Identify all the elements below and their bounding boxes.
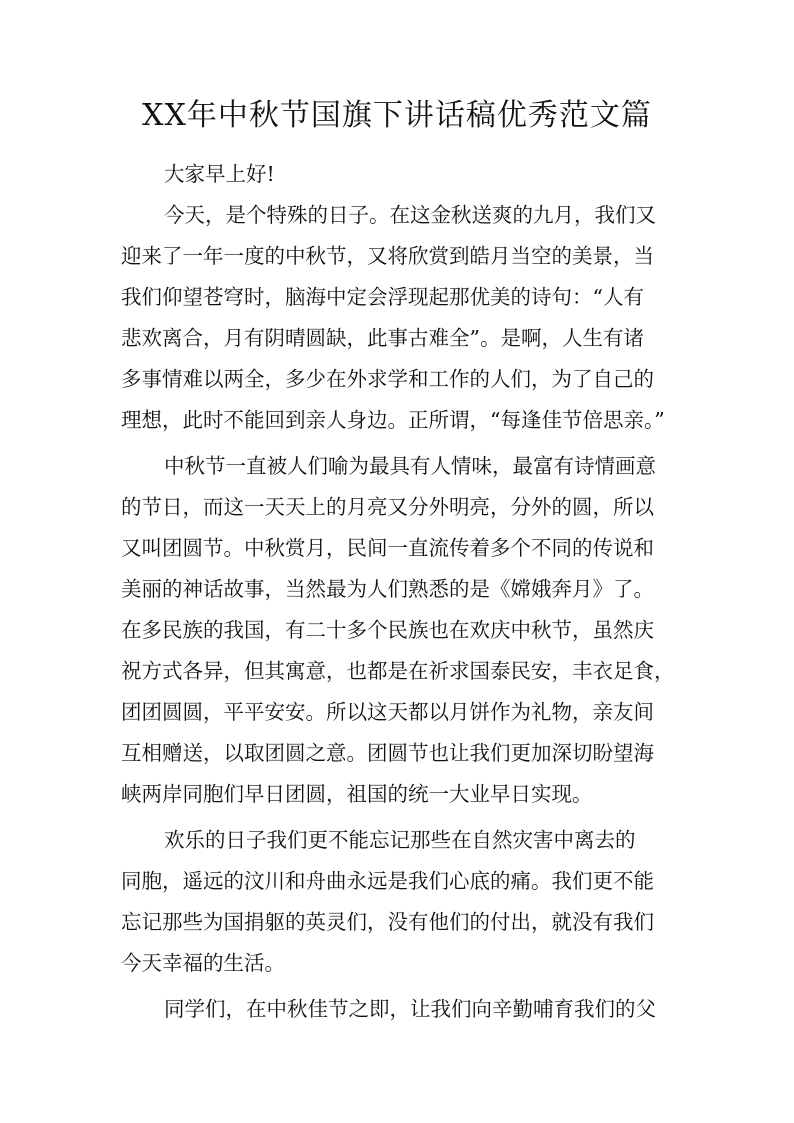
paragraph-line: 今天，是个特殊的日子。在这金秋送爽的九月，我们又 bbox=[164, 203, 656, 227]
greeting-line: 大家早上好! bbox=[164, 162, 275, 186]
paragraph-line: 迎来了一年一度的中秋节，又将欣赏到皓月当空的美景，当 bbox=[121, 244, 654, 268]
paragraph-line: 的节日，而这一天天上的月亮又分外明亮，分外的圆，所以 bbox=[121, 495, 654, 519]
paragraph-line: 在多民族的我国，有二十多个民族也在欢庆中秋节，虽然庆 bbox=[121, 618, 654, 642]
paragraph-line: 多事情难以两全，多少在外求学和工作的人们，为了自己的 bbox=[121, 367, 654, 391]
paragraph-line: 忘记那些为国捐躯的英灵们，没有他们的付出，就没有我们 bbox=[121, 910, 654, 934]
paragraph-line: 又叫团圆节。中秋赏月，民间一直流传着多个不同的传说和 bbox=[121, 536, 654, 560]
paragraph-line: 我们仰望苍穹时，脑海中定会浮现起那优美的诗句：“人有 bbox=[121, 285, 644, 309]
paragraph-line: 中秋节一直被人们喻为最具有人情味，最富有诗情画意 bbox=[164, 454, 656, 478]
document-title: XX年中秋节国旗下讲话稿优秀范文篇 bbox=[142, 98, 652, 133]
paragraph-line: 悲欢离合，月有阴晴圆缺，此事古难全”。是啊，人生有诸 bbox=[121, 326, 644, 350]
paragraph-line: 理想，此时不能回到亲人身边。正所谓，“每逢佳节倍思亲。” bbox=[121, 408, 665, 432]
paragraph-line: 美丽的神话故事，当然最为人们熟悉的是《嫦娥奔月》了。 bbox=[121, 577, 654, 601]
paragraph-line: 互相赠送，以取团圆之意。团圆节也让我们更加深切盼望海 bbox=[121, 741, 654, 765]
paragraph-line: 团团圆圆，平平安安。所以这天都以月饼作为礼物，亲友间 bbox=[121, 700, 654, 724]
paragraph-line: 同学们，在中秋佳节之即，让我们向辛勤哺育我们的父 bbox=[164, 997, 656, 1021]
paragraph-line: 今天幸福的生活。 bbox=[121, 951, 285, 975]
paragraph-line: 峡两岸同胞们早日团圆，祖国的统一大业早日实现。 bbox=[121, 782, 593, 806]
paragraph-line: 欢乐的日子我们更不能忘记那些在自然灾害中离去的 bbox=[164, 828, 636, 852]
paragraph-line: 祝方式各异，但其寓意，也都是在祈求国泰民安，丰衣足食， bbox=[121, 659, 675, 683]
paragraph-line: 同胞，遥远的汶川和舟曲永远是我们心底的痛。我们更不能 bbox=[121, 869, 654, 893]
